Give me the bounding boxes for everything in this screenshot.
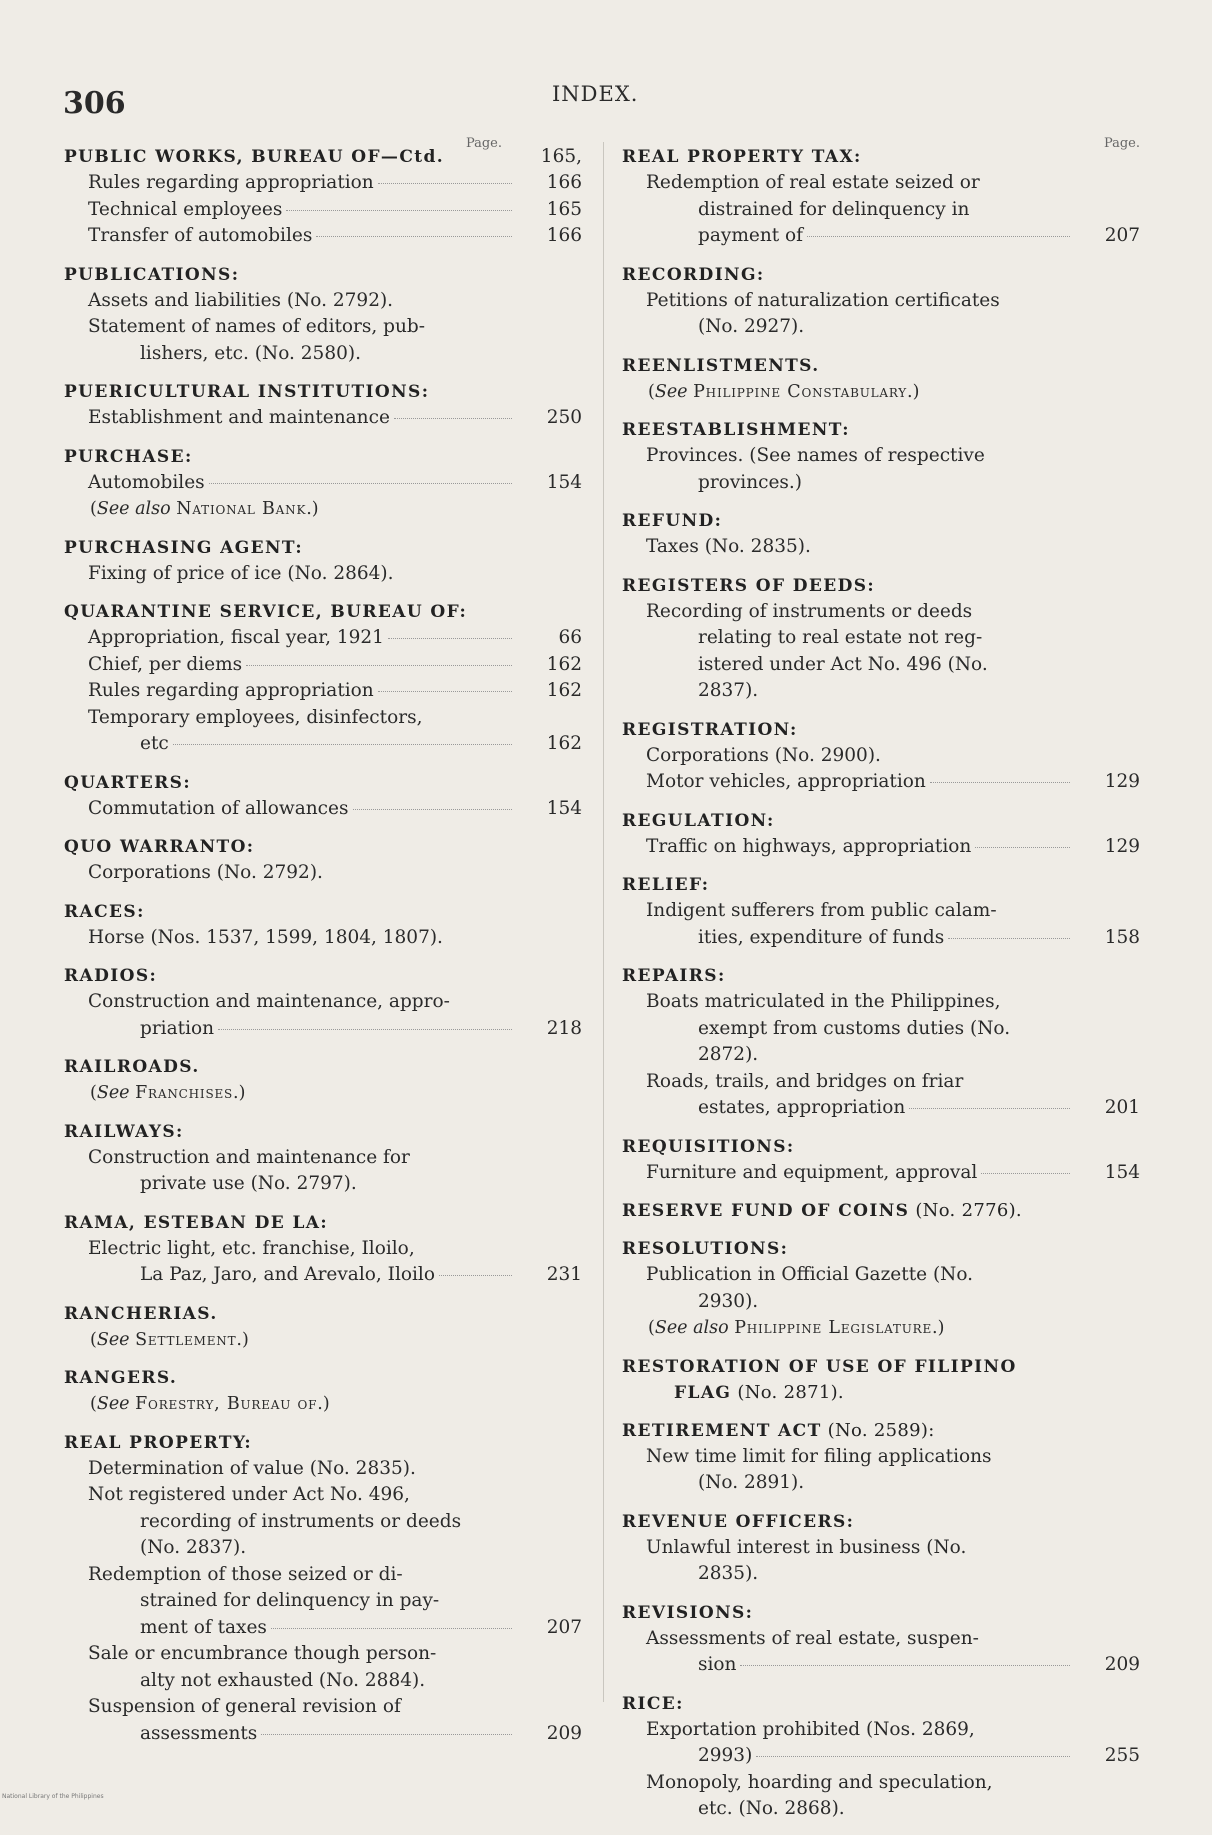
index-entry xyxy=(64,444,582,523)
leader-dots xyxy=(756,1755,1070,1757)
entry-heading-text: QUARTERS: xyxy=(64,772,192,793)
leader-dots xyxy=(740,1664,1070,1666)
subentry xyxy=(622,989,1140,1069)
subentry-text-wrap: relating to real estate not reg- xyxy=(698,627,983,648)
page-reference: 129 xyxy=(1104,771,1140,792)
index-entry xyxy=(64,1210,582,1289)
subentry-text-wrap: private use (No. 2797). xyxy=(140,1173,357,1194)
subentry-text: Assets and liabilities (No. 2792). xyxy=(88,289,394,311)
index-entry xyxy=(622,1600,1140,1679)
subentry-text-wrap: provinces.) xyxy=(698,471,803,493)
index-entry xyxy=(64,770,582,823)
subentry-text: Temporary employees, disinfectors, xyxy=(88,706,423,728)
subentry-text: Motor vehicles, appropriation xyxy=(646,771,926,792)
index-entry xyxy=(622,1134,1140,1187)
entry-heading-text: REGISTERS OF DEEDS: xyxy=(622,575,876,596)
entry-heading xyxy=(64,262,582,288)
see-label: See also xyxy=(96,499,171,519)
subentry xyxy=(622,599,1140,705)
entry-heading xyxy=(622,808,1140,834)
entry-heading-text: REAL PROPERTY TAX: xyxy=(622,147,862,167)
see-label: See xyxy=(96,1083,130,1103)
subentry xyxy=(622,170,1140,250)
entry-heading-text: RAILWAYS: xyxy=(64,1121,184,1142)
leader-dots xyxy=(218,1028,512,1030)
subentry xyxy=(64,314,582,367)
entry-heading-text: QUO WARRANTO: xyxy=(64,837,255,857)
subentry-text: Electric light, etc. franchise, Iloilo, xyxy=(88,1237,415,1259)
leader-dots xyxy=(316,235,512,237)
subentry-text: Chief, per diems xyxy=(88,653,243,675)
index-entry xyxy=(64,1365,582,1418)
entry-heading xyxy=(622,1509,1140,1535)
entry-heading-note: (No. 2776). xyxy=(909,1200,1022,1221)
leader-dots xyxy=(286,209,512,211)
subentry-text: Establishment and maintenance xyxy=(88,407,390,428)
subentry-text: Statement of names of editors, pub- xyxy=(88,316,426,337)
see-reference: (See Philippine Constabulary.) xyxy=(648,381,920,402)
subentry-text-wrap: assessments xyxy=(140,1722,258,1744)
subentry-text-wrap: La Paz, Jaro, and Arevalo, Iloilo xyxy=(140,1264,435,1285)
index-entry xyxy=(622,963,1140,1122)
subentry xyxy=(64,705,582,758)
subentry-text: Automobiles xyxy=(88,471,205,493)
page-reference: 255 xyxy=(1104,1745,1140,1766)
subentry-text: Monopoly, hoarding and speculation, xyxy=(646,1771,993,1793)
index-entry xyxy=(622,144,1140,250)
entry-heading-text: REPAIRS: xyxy=(622,966,726,986)
subentry-text-wrap: exempt from customs duties (No. xyxy=(698,1017,1011,1039)
entry-heading xyxy=(622,508,1140,534)
leader-dots xyxy=(909,1107,1070,1109)
subentry-text: Taxes (No. 2835). xyxy=(646,536,811,557)
entry-heading xyxy=(622,262,1140,288)
entry-heading xyxy=(64,1430,582,1456)
subentry xyxy=(64,625,582,652)
subentry-text-wrap: sion xyxy=(698,1654,737,1675)
entry-heading xyxy=(64,1210,582,1236)
index-entry xyxy=(622,717,1140,796)
subentry xyxy=(622,1770,1140,1823)
subentry xyxy=(622,769,1140,796)
subentry xyxy=(64,223,582,250)
index-entry xyxy=(622,1236,1140,1342)
entry-heading-text: RETIREMENT ACT xyxy=(622,1420,822,1441)
subentry-text: Technical employees xyxy=(88,198,283,220)
page-reference: 158 xyxy=(1104,926,1140,948)
subentry-text-wrap: 2837). xyxy=(698,680,759,701)
leader-dots xyxy=(173,743,512,745)
page-reference: 162 xyxy=(546,653,582,675)
right-column xyxy=(622,136,1140,1835)
index-entry xyxy=(622,353,1140,406)
subentry-text-wrap: (No. 2837). xyxy=(140,1537,247,1558)
subentry-text: Boats matriculated in the Philippines, xyxy=(646,991,1001,1012)
entry-heading-text: REVENUE OFFICERS: xyxy=(622,1511,855,1532)
entry-heading-text: PUERICULTURAL INSTITUTIONS: xyxy=(64,382,430,402)
subentry xyxy=(64,1456,582,1483)
page-reference: 166 xyxy=(546,225,582,246)
subentry-text-wrap: 2835). xyxy=(698,1563,759,1584)
entry-heading xyxy=(64,444,582,470)
see-label: See also xyxy=(654,1318,729,1338)
page-reference: 165, 166 xyxy=(540,145,582,193)
subentry xyxy=(64,1562,582,1642)
subentry-text: Commutation of allowances xyxy=(88,797,349,819)
entry-heading-text: PUBLICATIONS: xyxy=(64,264,240,285)
subentry xyxy=(64,1145,582,1198)
subentry-text: Construction and maintenance for xyxy=(88,1146,410,1168)
see-target: Franchises xyxy=(135,1083,234,1103)
entry-heading xyxy=(64,535,582,561)
entry-heading-text: RELIEF: xyxy=(622,875,710,895)
leader-dots xyxy=(930,781,1070,783)
entry-heading-text: QUARANTINE SERVICE, BUREAU OF: xyxy=(64,602,468,622)
subentry xyxy=(622,1262,1140,1315)
subentry xyxy=(64,989,582,1042)
subentry-text: Not registered under Act No. 496, xyxy=(88,1484,410,1505)
subentry-text: Provinces. (See names of respective xyxy=(646,445,985,466)
leader-dots xyxy=(378,182,512,184)
index-entry xyxy=(64,379,582,432)
see-reference: (See also Philippine Legislature.) xyxy=(648,1318,945,1338)
leader-dots xyxy=(261,1733,512,1735)
page-column-label: Page. xyxy=(465,136,502,151)
subentry-text: Rules regarding appropriation xyxy=(88,172,374,193)
subentry-text: Unlawful interest in business (No. xyxy=(646,1536,967,1558)
entry-heading xyxy=(622,144,1140,170)
index-entry xyxy=(622,573,1140,705)
page-number: 306 xyxy=(63,86,126,121)
entry-heading-text: RECORDING: xyxy=(622,264,765,285)
subentry-text-wrap: ities, expenditure of funds xyxy=(698,926,945,948)
entry-heading-text: REGISTRATION: xyxy=(622,719,798,740)
index-entry xyxy=(622,1509,1140,1588)
page-reference: 162 xyxy=(546,733,582,754)
subentry xyxy=(64,197,582,224)
subentry-text-wrap: 2930). xyxy=(698,1290,759,1312)
entry-heading-text: PURCHASE: xyxy=(64,446,193,467)
subentry-text: Roads, trails, and bridges on friar xyxy=(646,1070,964,1092)
subentry-text: Redemption of those seized or di- xyxy=(88,1563,403,1585)
subentry-text: Publication in Official Gazette (No. xyxy=(646,1264,974,1285)
entry-heading-text: RADIOS: xyxy=(64,966,158,986)
entry-heading-text: RANGERS. xyxy=(64,1368,178,1388)
subentry-text: Suspension of general revision of xyxy=(88,1696,401,1717)
entry-heading xyxy=(622,1691,1140,1717)
index-entry xyxy=(64,963,582,1042)
entry-heading-text: REAL PROPERTY: xyxy=(64,1432,252,1453)
entry-heading xyxy=(622,1354,1140,1380)
leader-dots xyxy=(378,690,512,692)
entry-heading xyxy=(64,379,582,405)
index-entry xyxy=(622,808,1140,861)
see-label: See xyxy=(96,1394,130,1414)
subentry-text: Rules regarding appropriation xyxy=(88,680,374,701)
footer-credit: National Library of the Philippines xyxy=(2,1793,104,1800)
page-reference: 129 xyxy=(1104,835,1140,857)
entry-heading xyxy=(622,417,1140,443)
entry-heading-text: FLAG xyxy=(674,1382,732,1403)
subentry-text-wrap: priation xyxy=(140,1017,215,1039)
page-reference: 154 xyxy=(546,797,582,819)
subentry-text-wrap: estates, appropriation xyxy=(698,1097,906,1118)
entry-heading xyxy=(622,1198,1140,1224)
right-entries xyxy=(622,144,1140,1823)
entry-heading xyxy=(64,963,582,989)
page-reference: 201 xyxy=(1104,1097,1140,1118)
entry-heading-text: REENLISTMENTS. xyxy=(622,355,820,376)
leader-dots xyxy=(807,235,1070,237)
leader-dots xyxy=(981,1172,1070,1174)
subentry xyxy=(64,860,582,887)
subentry-text: Determination of value (No. 2835). xyxy=(88,1457,416,1479)
index-entry xyxy=(64,599,582,758)
entry-heading xyxy=(64,899,582,925)
subentry-text: Horse (Nos. 1537, 1599, 1804, 1807). xyxy=(88,926,443,948)
leader-dots xyxy=(209,482,512,484)
see-label: See xyxy=(654,381,688,402)
entry-heading xyxy=(622,963,1140,989)
entry-heading xyxy=(64,1119,582,1145)
subentry xyxy=(622,898,1140,951)
entry-heading-text: RAMA, ESTEBAN DE LA: xyxy=(64,1212,329,1233)
entry-heading-text: REFUND: xyxy=(622,511,723,531)
entry-heading xyxy=(64,1301,582,1327)
index-entry xyxy=(64,262,582,368)
entry-heading-text: RAILROADS. xyxy=(64,1057,200,1077)
subentry xyxy=(64,925,582,952)
subentry-text-wrap: distrained for delinquency in xyxy=(698,198,970,220)
subentry xyxy=(64,678,582,705)
leader-dots xyxy=(388,637,512,639)
subentry xyxy=(64,561,582,588)
index-entry xyxy=(622,262,1140,341)
index-entry xyxy=(64,1301,582,1354)
page-reference: 250 xyxy=(546,407,582,428)
entry-heading xyxy=(622,872,1140,898)
subentry xyxy=(622,288,1140,341)
see-label: See xyxy=(96,1329,130,1350)
subentry-text-wrap: etc. (No. 2868). xyxy=(698,1798,845,1819)
subentry-text-wrap: istered under Act No. 496 (No. xyxy=(698,653,988,675)
index-entry xyxy=(64,899,582,952)
column-divider xyxy=(603,142,604,1702)
entry-heading xyxy=(622,717,1140,743)
subentry-text-wrap: 2993) xyxy=(698,1745,753,1766)
leader-dots xyxy=(271,1627,512,1629)
subentry xyxy=(64,1236,582,1289)
leader-dots xyxy=(246,664,512,666)
see-target: National Bank xyxy=(176,499,307,519)
index-entry xyxy=(64,1054,582,1107)
entry-heading xyxy=(64,834,582,860)
see-target: Forestry, Bureau of xyxy=(135,1394,318,1414)
index-entry xyxy=(64,1119,582,1198)
subentry-text: New time limit for filing applications xyxy=(646,1445,992,1467)
subentry-text-wrap: strained for delinquency in pay- xyxy=(140,1590,440,1611)
entry-heading xyxy=(622,1236,1140,1262)
see-target: Philippine Constabulary xyxy=(693,381,908,402)
subentry-text: Recording of instruments or deeds xyxy=(646,600,973,622)
subentry-text: Exportation prohibited (Nos. 2869, xyxy=(646,1718,975,1740)
entry-heading-note: (No. 2871). xyxy=(731,1381,844,1403)
entry-heading xyxy=(64,144,582,170)
subentry xyxy=(622,1626,1140,1679)
left-entries xyxy=(64,144,582,1747)
page-reference: 154 xyxy=(546,471,582,493)
page-reference: 207 xyxy=(1104,225,1140,246)
leader-dots xyxy=(353,808,513,810)
entry-heading-text: REVISIONS: xyxy=(622,1602,754,1623)
subentry-text: Appropriation, fiscal year, 1921 xyxy=(88,627,384,648)
entry-heading-text: REGULATION: xyxy=(622,810,775,831)
entry-heading-text: RESOLUTIONS: xyxy=(622,1239,789,1259)
subentry xyxy=(622,1160,1140,1187)
subentry xyxy=(64,1482,582,1562)
entry-heading-text: REQUISITIONS: xyxy=(622,1136,795,1157)
page-reference: 231 xyxy=(546,1264,582,1285)
subentry-text: Sale or encumbrance though person- xyxy=(88,1643,437,1664)
page-reference: 209 xyxy=(1104,1654,1140,1675)
page-reference: 165 xyxy=(546,198,582,220)
subentry-text: Indigent sufferers from public calam- xyxy=(646,900,997,921)
subentry-text-wrap: recording of instruments or deeds xyxy=(140,1510,462,1532)
page-reference: 162 xyxy=(546,680,582,701)
index-entry xyxy=(64,834,582,887)
subentry-text-wrap: lishers, etc. (No. 2580). xyxy=(140,342,361,364)
entry-heading xyxy=(622,573,1140,599)
entry-heading-note: (No. 2589): xyxy=(821,1419,935,1441)
page-reference: 218 xyxy=(546,1017,582,1039)
index-entry xyxy=(622,1198,1140,1224)
subentry xyxy=(622,834,1140,861)
entry-heading xyxy=(64,1365,582,1391)
subentry xyxy=(64,796,582,823)
running-head: INDEX. xyxy=(552,82,639,106)
see-reference: (See also National Bank.) xyxy=(90,499,319,519)
subentry xyxy=(622,743,1140,770)
subentry-text-wrap: (No. 2927). xyxy=(698,316,805,337)
left-column xyxy=(64,136,582,1759)
entry-heading-continued xyxy=(622,1380,1140,1406)
subentry-text: Construction and maintenance, appro- xyxy=(88,991,450,1012)
entry-heading xyxy=(64,599,582,625)
subentry-text: Redemption of real estate seized or xyxy=(646,172,980,193)
index-entry xyxy=(64,144,582,250)
subentry xyxy=(622,534,1140,561)
leader-dots xyxy=(439,1274,512,1276)
index-entry xyxy=(64,1430,582,1748)
entry-heading-text: RACES: xyxy=(64,901,145,922)
see-reference: (See Settlement.) xyxy=(90,1329,249,1350)
index-entry xyxy=(64,535,582,588)
entry-heading-text: RESERVE FUND OF COINS xyxy=(622,1201,910,1221)
see-target: Philippine Legislature xyxy=(734,1318,933,1338)
entry-heading xyxy=(64,770,582,796)
page-column-label: Page. xyxy=(1103,136,1140,151)
subentry xyxy=(64,1641,582,1694)
subentry xyxy=(622,1444,1140,1497)
index-entry xyxy=(622,872,1140,951)
index-entry xyxy=(622,1418,1140,1497)
subentry-text-wrap: alty not exhausted (No. 2884). xyxy=(140,1669,426,1691)
page-reference: 207 xyxy=(546,1616,582,1638)
subentry-text: Traffic on highways, appropriation xyxy=(646,835,972,857)
subentry-text-wrap: ment of taxes xyxy=(140,1616,267,1638)
subentry-text: Petitions of naturalization certificates xyxy=(646,289,1000,311)
subentry-text-wrap: 2872). xyxy=(698,1044,759,1065)
subentry xyxy=(622,1069,1140,1122)
subentry xyxy=(64,652,582,679)
subentry xyxy=(64,288,582,315)
subentry xyxy=(64,405,582,432)
subentry-text: Fixing of price of ice (No. 2864). xyxy=(88,562,394,584)
entry-heading xyxy=(622,1134,1140,1160)
entry-heading xyxy=(622,353,1140,379)
page-reference: 66 xyxy=(558,627,582,648)
entry-heading xyxy=(622,1600,1140,1626)
entry-heading-text: REESTABLISHMENT: xyxy=(622,420,850,440)
subentry-text-wrap: etc xyxy=(140,733,169,754)
subentry xyxy=(64,1694,582,1747)
index-entry xyxy=(622,1354,1140,1406)
index-entry xyxy=(622,508,1140,561)
leader-dots xyxy=(975,846,1070,848)
subentry xyxy=(622,1535,1140,1588)
entry-heading xyxy=(622,1418,1140,1444)
entry-heading-text: RICE: xyxy=(622,1693,684,1714)
subentry xyxy=(64,470,582,497)
see-reference: (See Franchises.) xyxy=(90,1083,246,1103)
entry-heading-text: RESTORATION OF USE OF FILIPINO xyxy=(622,1356,1017,1377)
subentry-text: Corporations (No. 2900). xyxy=(646,744,881,766)
leader-dots xyxy=(394,417,512,419)
subentry xyxy=(622,1717,1140,1770)
see-reference: (See Forestry, Bureau of.) xyxy=(90,1394,330,1414)
leader-dots xyxy=(948,937,1070,939)
subentry xyxy=(622,443,1140,496)
entry-heading-text: RANCHERIAS. xyxy=(64,1303,218,1324)
subentry-text-wrap: payment of xyxy=(698,225,804,246)
subentry-text: Furniture and equipment, approval xyxy=(646,1161,978,1183)
page-reference: 154 xyxy=(1104,1161,1140,1183)
subentry-text-wrap: (No. 2891). xyxy=(698,1472,805,1493)
entry-heading-text: PURCHASING AGENT: xyxy=(64,537,304,558)
entry-heading-text: PUBLIC WORKS, BUREAU OF—Ctd. xyxy=(64,147,445,167)
subentry-text: Transfer of automobiles xyxy=(88,225,313,246)
entry-heading xyxy=(64,1054,582,1080)
see-target: Settlement xyxy=(135,1329,237,1350)
index-entry xyxy=(622,417,1140,496)
subentry-text: Corporations (No. 2792). xyxy=(88,862,323,883)
subentry-text: Assessments of real estate, suspen- xyxy=(646,1627,979,1649)
page-reference: 209 xyxy=(546,1722,582,1744)
